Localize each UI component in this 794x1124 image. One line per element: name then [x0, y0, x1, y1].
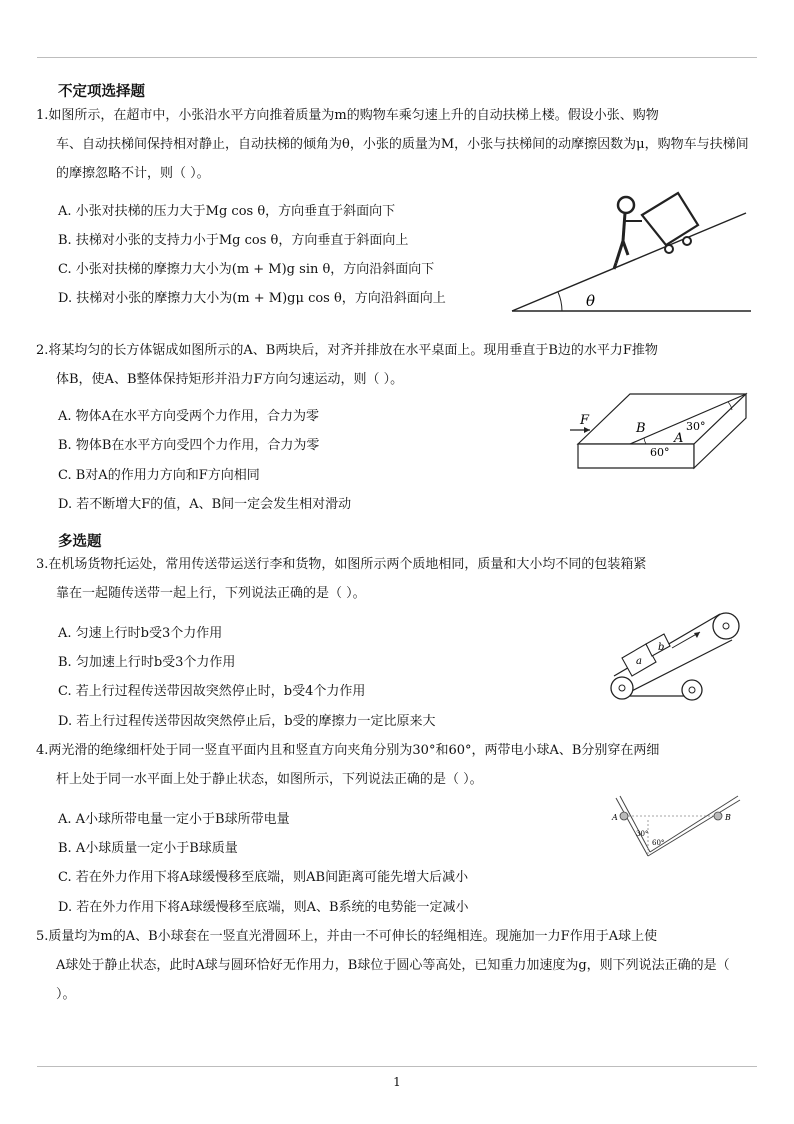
q1-option-b[interactable]: B. 扶梯对小张的支持力小于Mg cos θ，方向垂直于斜面向上 — [58, 233, 409, 248]
question-5-stem — [36, 922, 752, 1009]
box-b-label: b — [658, 642, 665, 653]
q4-option-a[interactable]: A. A小球所带电量一定小于B球所带电量 — [58, 812, 290, 827]
page-number: 1 — [393, 1075, 401, 1089]
angle-30-label: 30° — [636, 830, 649, 838]
q3-option-c[interactable]: C. 若上行过程传送带因故突然停止时，b受4个力作用 — [58, 684, 366, 699]
question-number: 5. — [36, 929, 49, 944]
angle-60-label: 60° — [650, 446, 670, 459]
question-text: 如图所示，在超市中，小张沿水平方向推着质量为m的购物车乘匀速上升的自动扶梯上楼。假设小张、购物 — [48, 108, 659, 123]
q3-option-d[interactable]: D. 若上行过程传送带因故突然停止后，b受的摩擦力一定比原来大 — [58, 714, 436, 729]
box-a-label: a — [636, 656, 642, 667]
q2-option-b[interactable]: B. 物体B在水平方向受四个力作用，合力为零 — [58, 438, 320, 453]
q4-option-b[interactable]: B. A小球质量一定小于B球质量 — [58, 841, 238, 856]
question-number: 3. — [36, 557, 49, 572]
q3-option-b[interactable]: B. 匀加速上行时b受3个力作用 — [58, 655, 236, 670]
question-text: 将某均匀的长方体锯成如图所示的A、B两块后，对齐并排放在水平桌面上。现用垂直于B边的水平力F推物 — [48, 343, 658, 358]
ball-a-label: A — [612, 813, 618, 822]
angle-60-label: 60° — [652, 839, 665, 847]
question-number: 2. — [36, 343, 49, 358]
question-text: 质量均为m的A、B小球套在一竖直光滑圆环上，并由一不可伸长的轻绳相连。现施加一力F作用于A球上使 — [48, 929, 658, 944]
header-rule — [37, 57, 757, 58]
question-text-cont: 杆上处于同一水平面上处于静止状态，如图所示，下列说法正确的是（ ）。 — [56, 772, 483, 787]
q4-option-c[interactable]: C. 若在外力作用下将A球缓慢移至底端，则AB间距离可能先增大后减小 — [58, 870, 469, 885]
block-b-label: B — [636, 421, 646, 436]
block-a-label: A — [674, 431, 684, 446]
q4-option-d[interactable]: D. 若在外力作用下将A球缓慢移至底端，则A、B系统的电势能一定减小 — [58, 900, 469, 915]
question-text-cont: A球处于静止状态，此时A球与圆环恰好无作用力，B球位于圆心等高处，已知重力加速度为g，则下列说法正确的是（ ）。 — [56, 958, 730, 1002]
blocks-figure — [568, 390, 758, 475]
question-text: 两光滑的绝缘细杆处于同一竖直平面内且和竖直方向夹角分别为30°和60°，两带电小球A、B分别穿在两细 — [48, 743, 660, 758]
question-4-stem — [36, 736, 752, 794]
q2-option-d[interactable]: D. 若不断增大F的值，A、B间一定会发生相对滑动 — [58, 497, 352, 512]
question-number: 1. — [36, 108, 49, 123]
question-number: 4. — [36, 743, 49, 758]
question-2-stem — [36, 336, 752, 394]
conveyor-figure — [606, 610, 748, 710]
footer-rule — [37, 1066, 757, 1067]
angle-30-label: 30° — [686, 420, 706, 433]
ball-b-label: B — [725, 813, 731, 822]
q1-option-c[interactable]: C. 小张对扶梯的摩擦力大小为(m + M)g sin θ，方向沿斜面向下 — [58, 262, 435, 277]
section-heading-multiple: 多选题 — [58, 534, 102, 550]
question-text: 在机场货物托运处，常用传送带运送行李和货物，如图所示两个质地相同，质量和大小均不同的包装箱紧 — [48, 557, 647, 572]
escalator-figure — [506, 183, 756, 318]
question-text-cont: 靠在一起随传送带一起上行，下列说法正确的是（ ）。 — [56, 586, 366, 601]
q1-option-d[interactable]: D. 扶梯对小张的摩擦力大小为(m + M)gμ cos θ，方向沿斜面向上 — [58, 291, 446, 306]
question-text-cont: 体B，使A、B整体保持矩形并沿力F方向匀速运动，则（ ）。 — [56, 372, 404, 387]
force-f-label: F — [580, 413, 590, 428]
q2-option-c[interactable]: C. B对A的作用力方向和F方向相同 — [58, 468, 260, 483]
section-heading-indefinite: 不定项选择题 — [58, 84, 145, 100]
question-3-stem — [36, 550, 752, 608]
angle-theta-label: θ — [586, 292, 596, 310]
question-text-cont: 车、自动扶梯间保持相对静止，自动扶梯的倾角为θ，小张的质量为M，小张与扶梯间的动摩擦因数为μ，购物车与扶梯间的摩擦忽略不计，则（ ）。 — [56, 137, 749, 181]
q1-option-a[interactable]: A. 小张对扶梯的压力大于Mg cos θ，方向垂直于斜面向下 — [58, 204, 396, 219]
rods-figure — [612, 796, 746, 862]
q2-option-a[interactable]: A. 物体A在水平方向受两个力作用，合力为零 — [58, 409, 320, 424]
q3-option-a[interactable]: A. 匀速上行时b受3个力作用 — [58, 626, 223, 641]
question-1-stem — [36, 101, 752, 188]
